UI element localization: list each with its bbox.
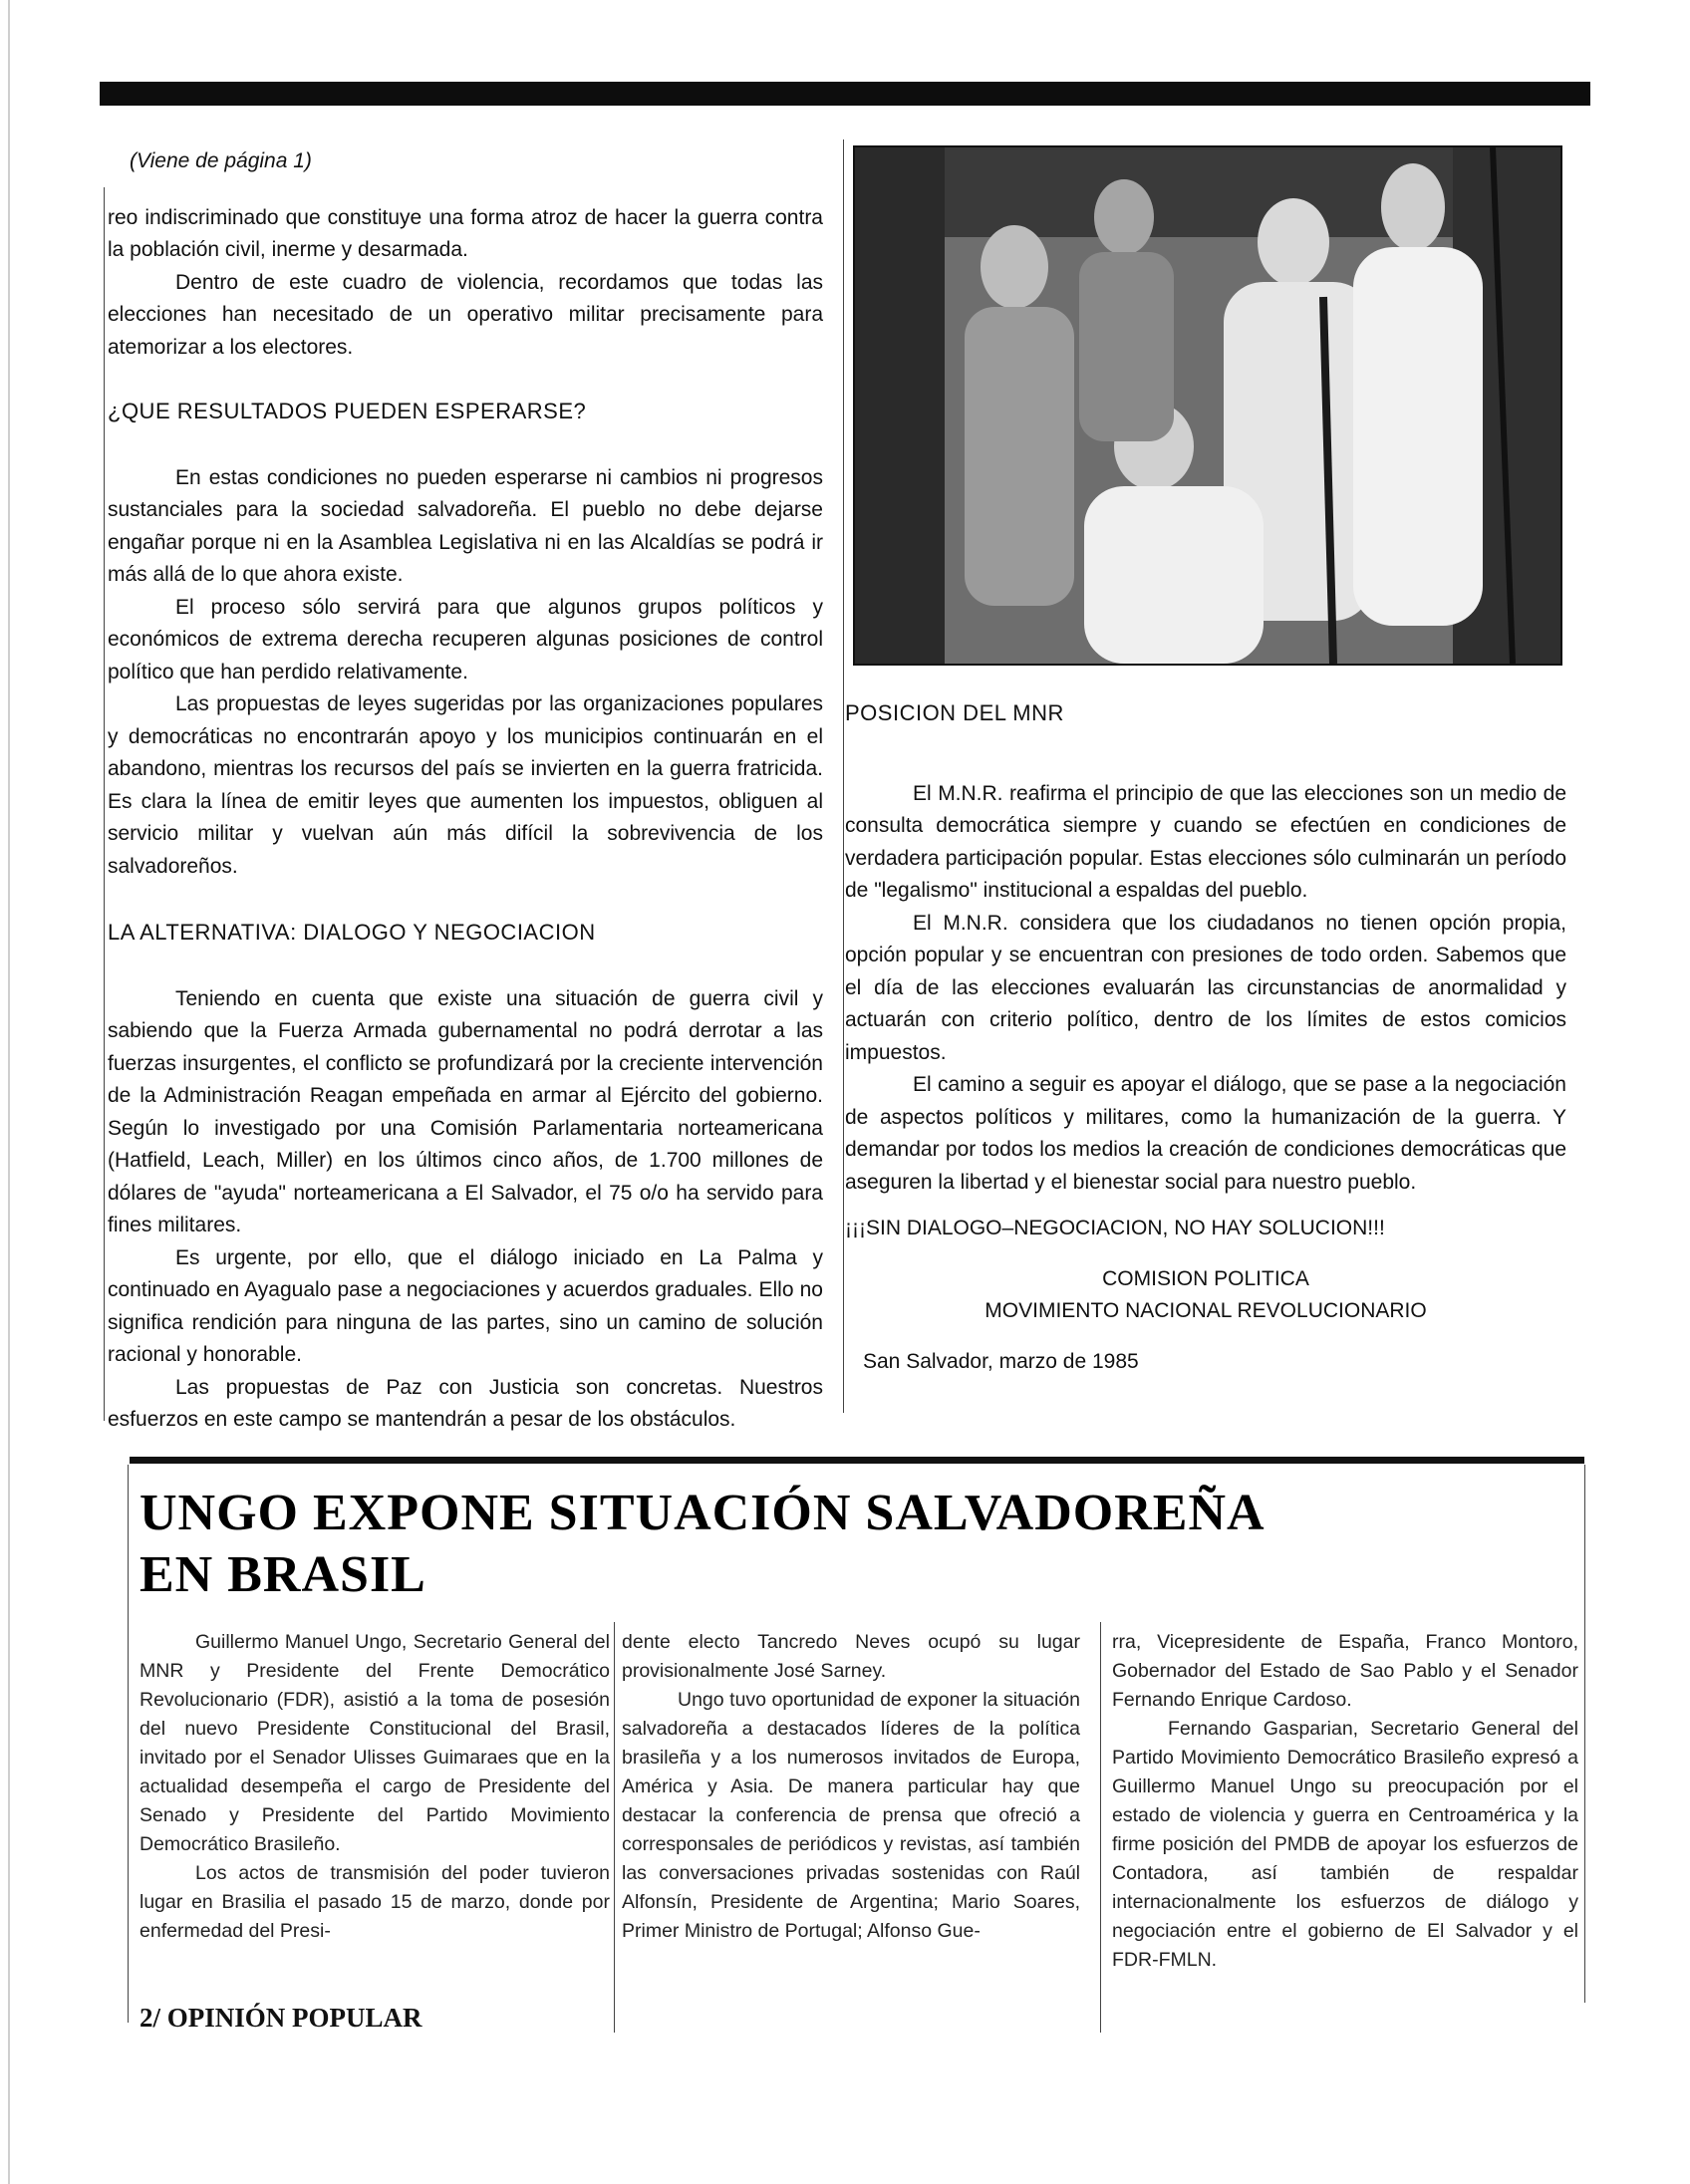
- section-heading-posicion: POSICION DEL MNR: [845, 700, 1064, 725]
- photo-image: [855, 147, 1560, 664]
- page-footer: 2/ OPINIÓN POPULAR: [140, 2003, 422, 2033]
- article-left-rule: [128, 1465, 129, 2023]
- article-column-1: [140, 1628, 610, 1946]
- scan-edge: [8, 0, 10, 2184]
- right-paragraph-2: El M.N.R. considera que los ciudadanos no tienen opción propia, opción popular y se encuentran con presiones de todo orden. Sabemos que el día de las elecciones evaluarán las circunstancias de anormalidad y actuarán con criterio político, dentro de los límites de estos comicios impuestos.: [845, 911, 1566, 1064]
- right-column: [845, 697, 1566, 1378]
- dateline: San Salvador, marzo de 1985: [863, 1349, 1139, 1373]
- left-paragraph-6: Teniendo en cuenta que existe una situación de guerra civil y sabiendo que la Fuerza Armada gubernamental no podrá derrotar a las fuerzas insurgentes, el conflicto se profundizará por la creciente intervención de la Administración Reagan empeñada en armar al Ejército del gobierno. Según lo investigado por una Comisión Parlamentaria norteamericana (Hatfield, Leach, Miller) en los últimos cinco años, de 1.700 millones de dólares de "ayuda" norteamericana a El Salvador, el 75 o/o ha servido para fines militares.: [108, 986, 823, 1236]
- signature-committee: COMISION POLITICA: [1102, 1266, 1309, 1290]
- article-column-3: [1112, 1628, 1578, 1975]
- article-col1-paragraph-2: Los actos de transmisión del poder tuvieron lugar en Brasilia el pasado 15 de marzo, donde por enfermedad del Presi-: [140, 1862, 610, 1942]
- section-heading-resultados: ¿QUE RESULTADOS PUEDEN ESPERARSE?: [108, 399, 587, 423]
- left-paragraph-2: Dentro de este cuadro de violencia, recordamos que todas las elecciones han necesitado de un operativo militar precisamente para atemorizar a los electores.: [108, 270, 823, 359]
- headline-line-2: EN BRASIL: [140, 1546, 426, 1603]
- left-column: [108, 145, 823, 1437]
- signature-organization: MOVIMIENTO NACIONAL REVOLUCIONARIO: [985, 1299, 1427, 1322]
- continuation-note: (Viene de página 1): [130, 149, 312, 172]
- slogan: ¡¡¡SIN DIALOGO–NEGOCIACION, NO HAY SOLUCION!!!: [845, 1217, 1385, 1239]
- center-column-rule: [843, 139, 844, 1413]
- left-paragraph-5: Las propuestas de leyes sugeridas por las organizaciones populares y democráticas no encontrarán apoyo y los municipios continuarán en el abandono, mientras los recursos del país se invierten en la guerra fratricida. Es clara la línea de emitir leyes que aumenten los impuestos, obliguen al servicio militar y vuelvan aún más difícil la sobrevivencia de los salvadoreños.: [108, 692, 823, 878]
- article-column-divider-1: [614, 1622, 615, 2033]
- article-top-rule: [130, 1457, 1584, 1464]
- section-heading-alternativa: LA ALTERNATIVA: DIALOGO Y NEGOCIACION: [108, 920, 596, 945]
- left-paragraph-3: En estas condiciones no pueden esperarse ni cambios ni progresos sustanciales para la sociedad salvadoreña. El pueblo no debe dejarse engañar porque ni en la Asamblea Legislativa ni en las Alcaldías se podrá ir más allá de lo que ahora existe.: [108, 465, 823, 586]
- article-column-2: [622, 1628, 1080, 1946]
- article-column-divider-2: [1100, 1622, 1101, 2033]
- rally-photograph: [853, 145, 1562, 666]
- left-column-rule: [104, 187, 105, 1421]
- left-paragraph-1: reo indiscriminado que constituye una forma atroz de hacer la guerra contra la población civil, inerme y desarmada.: [108, 205, 823, 261]
- article-col2-paragraph-1: dente electo Tancredo Neves ocupó su lugar provisionalmente José Sarney.: [622, 1631, 1080, 1682]
- right-paragraph-1: El M.N.R. reafirma el principio de que las elecciones son un medio de consulta democrática siempre y cuando se efectúen en condiciones de verdadera participación popular. Estas elecciones sólo culminarán un período de "legalismo" institucional a espaldas del pueblo.: [845, 781, 1566, 902]
- top-black-bar: [100, 82, 1590, 106]
- left-paragraph-4: El proceso sólo servirá para que algunos grupos políticos y económicos de extrema derecha recuperen algunas posiciones de control político que han perdido relativamente.: [108, 595, 823, 683]
- article-col1-paragraph-1: Guillermo Manuel Ungo, Secretario General del MNR y Presidente del Frente Democrático Revolucionario (FDR), asistió a la toma de posesión del nuevo Presidente Constitucional del Brasil, invitado por el Senador Ulisses Guimaraes que en la actualidad desempeña el cargo de Presidente del Senado y Presidente del Partido Movimiento Democrático Brasileño.: [140, 1631, 610, 1855]
- article-right-rule: [1584, 1465, 1585, 2003]
- right-paragraph-3: El camino a seguir es apoyar el diálogo, que se pase a la negociación de aspectos políticos y militares, como la humanización de la guerra. Y demandar por todos los medios la creación de condiciones democráticas que aseguren la libertad y el bienestar social para nuestro pueblo.: [845, 1073, 1566, 1194]
- article-col2-paragraph-2: Ungo tuvo oportunidad de exponer la situación salvadoreña a destacados líderes de la política brasileña y a los numerosos invitados de Europa, América y Asia. De manera particular hay que destacar la conferencia de prensa que ofreció a corresponsales de periódicos y revistas, así también las conversaciones privadas sostenidas con Raúl Alfonsín, Presidente de Argentina; Mario Soares, Primer Ministro de Portugal; Alfonso Gue-: [622, 1689, 1080, 1942]
- article-headline: [140, 1483, 1266, 1606]
- left-paragraph-7: Es urgente, por ello, que el diálogo iniciado en La Palma y continuado en Ayagualo pase a negociaciones y acuerdos graduales. Ello no significa rendición para ninguna de las partes, sino un camino de solución racional y honorable.: [108, 1245, 823, 1366]
- headline-line-1: UNGO EXPONE SITUACIÓN SALVADOREÑA: [140, 1485, 1266, 1541]
- left-paragraph-8: Las propuestas de Paz con Justicia son concretas. Nuestros esfuerzos en este campo se mantendrán a pesar de los obstáculos.: [108, 1375, 823, 1431]
- article-col3-paragraph-1: rra, Vicepresidente de España, Franco Montoro, Gobernador del Estado de Sao Pablo y el Senador Fernando Enrique Cardoso.: [1112, 1631, 1578, 1711]
- article-col3-paragraph-2: Fernando Gasparian, Secretario General del Partido Movimiento Democrático Brasileño expresó a Guillermo Manuel Ungo su preocupación por el estado de violencia y guerra en Centroamérica y la firme posición del PMDB de apoyar los esfuerzos de Contadora, así también de respaldar internacionalmente los esfuerzos de diálogo y negociación entre el gobierno de El Salvador y el FDR-FMLN.: [1112, 1718, 1578, 1971]
